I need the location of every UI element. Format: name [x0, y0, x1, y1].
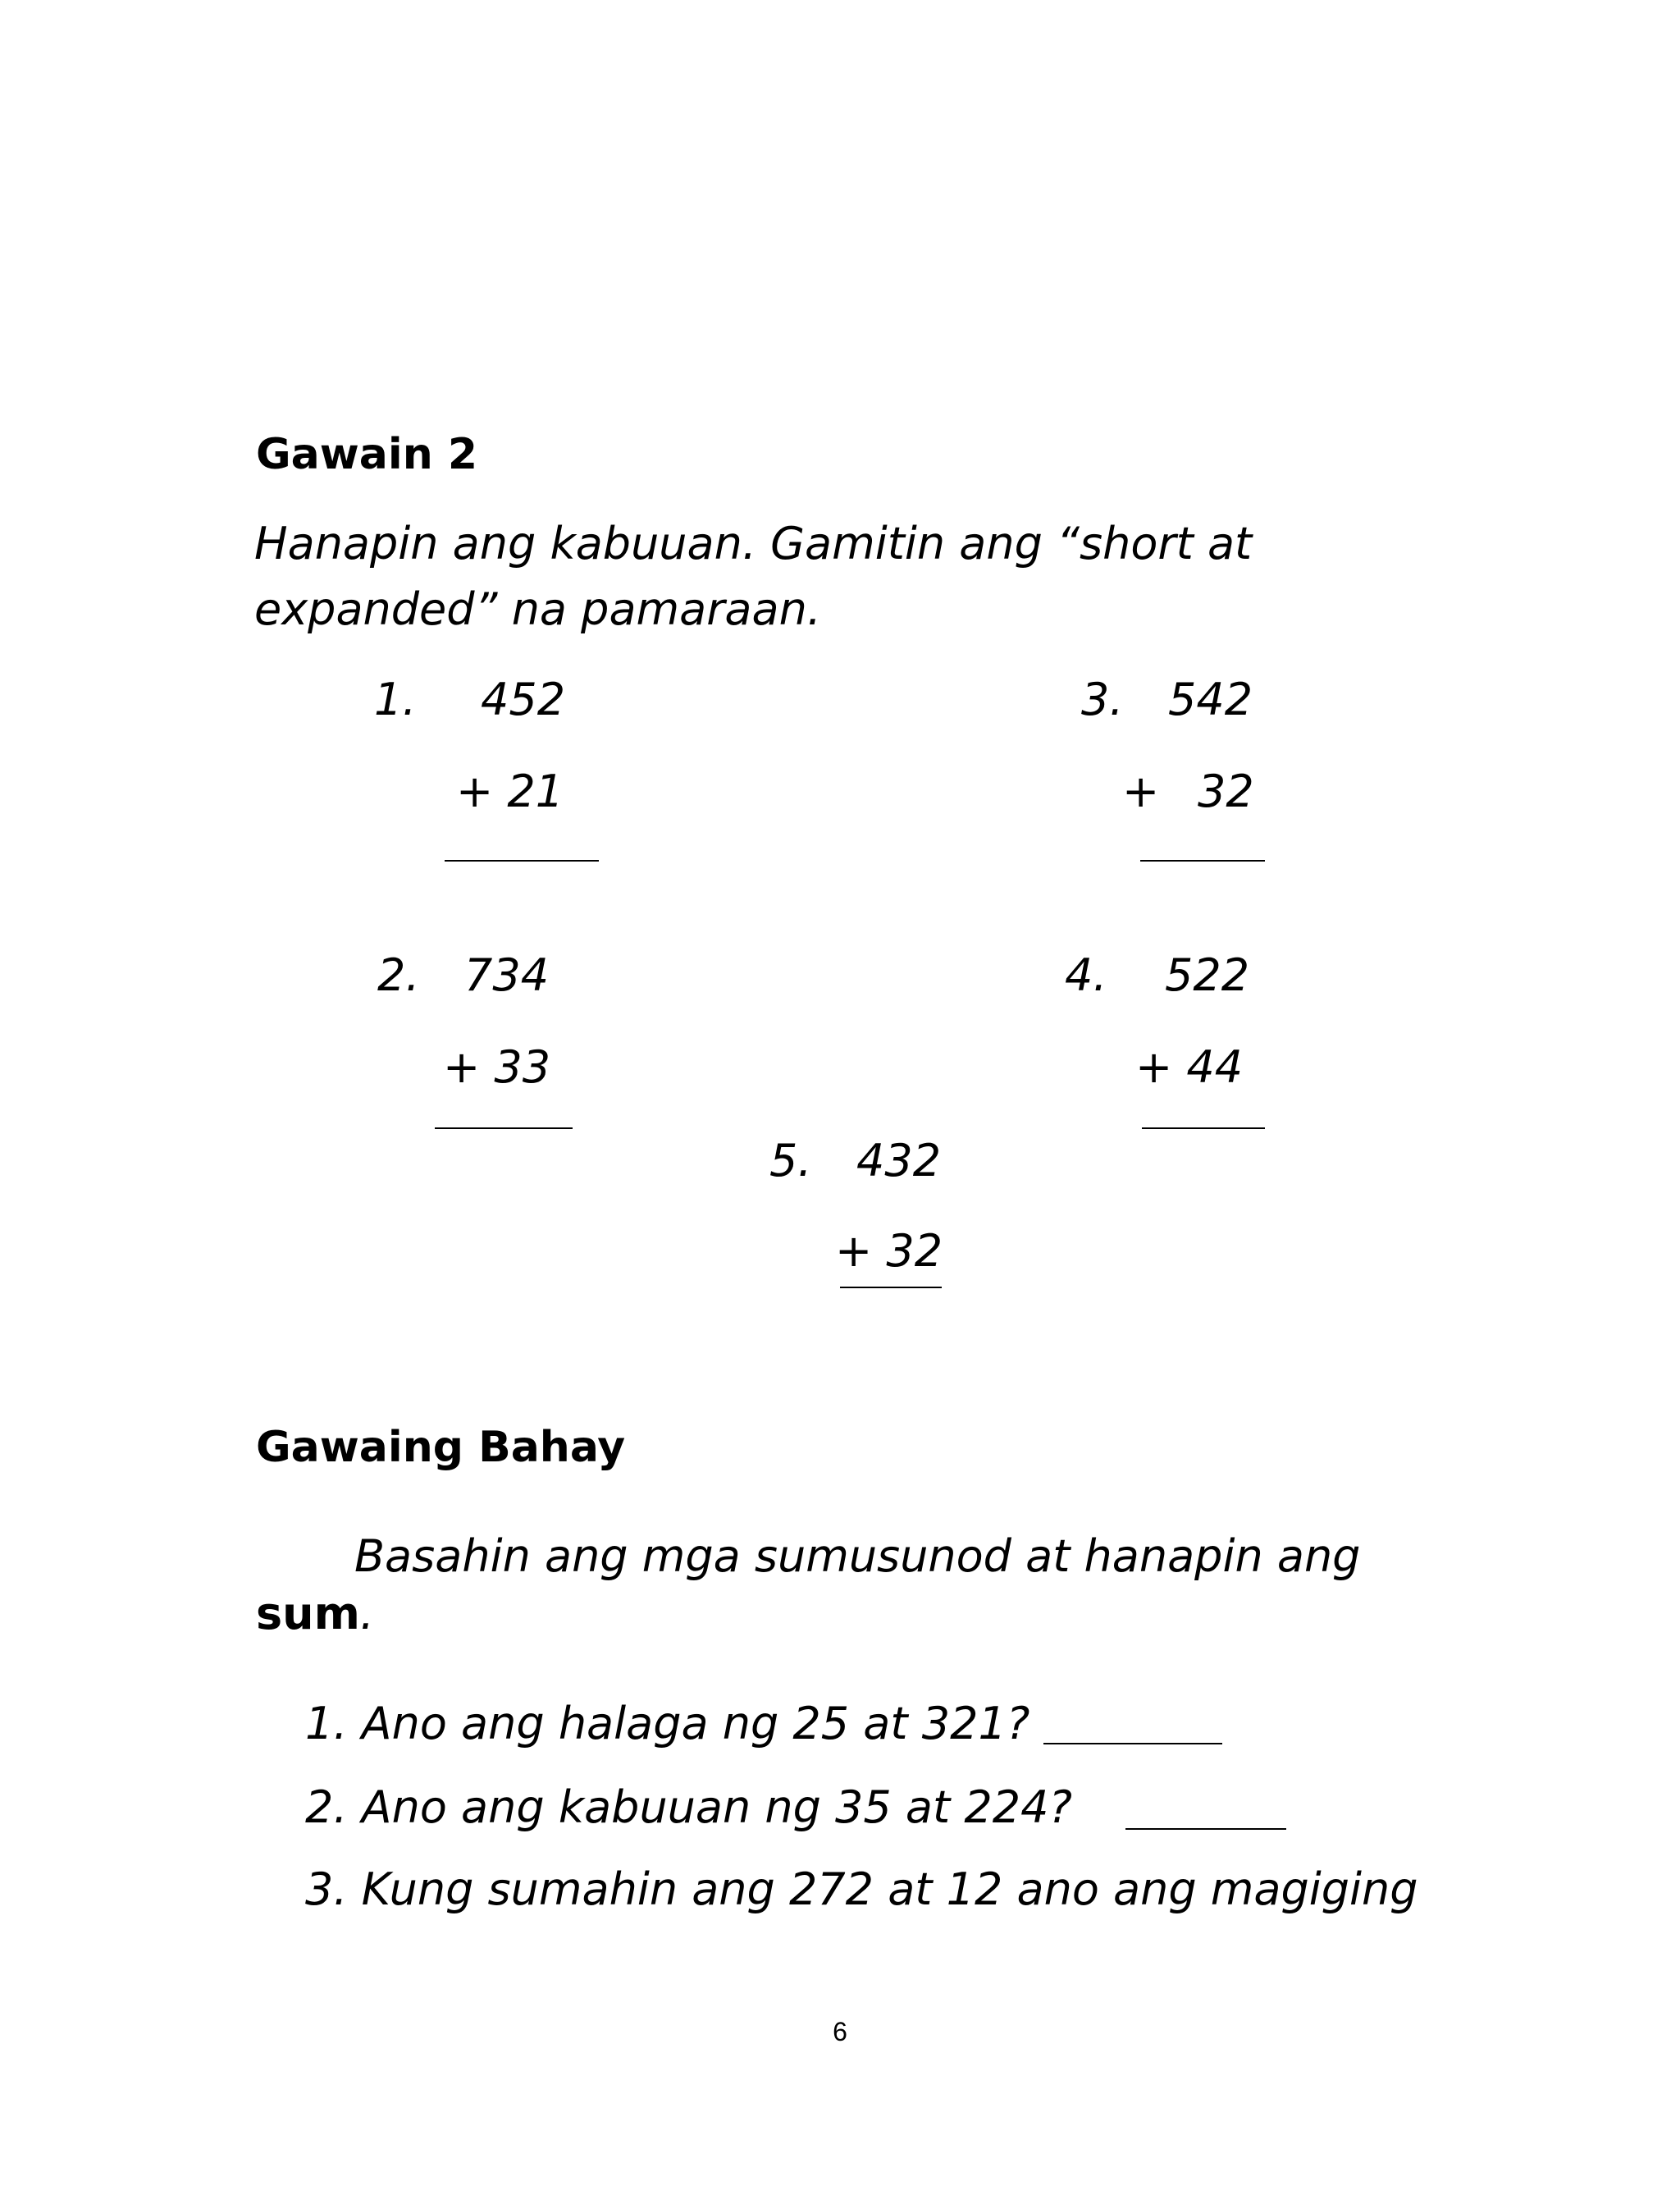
problem-4-number: 4.: [1065, 949, 1107, 1001]
problem-3-plus-sign: +: [1122, 766, 1160, 817]
problem-3-answer-line: [1140, 860, 1265, 862]
instruction-line-2: expanded” na pamaraan.: [254, 583, 822, 635]
problem-2-answer-line: [435, 1127, 573, 1129]
problem-1-number: 1.: [374, 674, 417, 725]
problem-1-top-number: 452: [481, 674, 566, 725]
homework-intro-line-1: Basahin ang mga sumusunod at hanapin ang: [354, 1530, 1361, 1582]
section-title-gawaing-bahay: Gawaing Bahay: [256, 1423, 626, 1472]
problem-3-top-number: 542: [1168, 674, 1253, 725]
question-2-answer-line: [1125, 1828, 1286, 1830]
page-number: 6: [833, 2017, 847, 2046]
section-title-gawain-2: Gawain 2: [256, 430, 478, 479]
problem-4-addend: + 44: [1135, 1041, 1244, 1093]
problem-2-top-number: 734: [464, 949, 550, 1001]
problem-2-number: 2.: [377, 949, 420, 1001]
instruction-line-1: Hanapin ang kabuuan. Gamitin ang “short at: [254, 518, 1253, 569]
question-3-text: 3. Kung sumahin ang 272 at 12 ano ang magiging: [305, 1863, 1418, 1915]
question-1-answer-line: [1043, 1743, 1222, 1744]
problem-1-answer-line: [445, 860, 599, 862]
homework-intro-line-2: [256, 1588, 375, 1639]
problem-5-top-number: 432: [856, 1135, 942, 1186]
problem-5-answer-line: [840, 1287, 942, 1288]
problem-3-number: 3.: [1081, 674, 1124, 725]
problem-1-addend: + 21: [456, 766, 564, 817]
sum-keyword: sum: [256, 1588, 360, 1639]
question-2-text: 2. Ano ang kabuuan ng 35 at 224?: [305, 1781, 1073, 1833]
problem-5-addend: + 32: [835, 1225, 943, 1277]
question-1-text: 1. Ano ang halaga ng 25 at 321?: [305, 1698, 1030, 1749]
intro-period: .: [359, 1588, 375, 1639]
problem-4-answer-line: [1142, 1127, 1265, 1129]
problem-4-top-number: 522: [1165, 949, 1250, 1001]
problem-3-addend: 32: [1198, 766, 1254, 817]
problem-5-number: 5.: [769, 1135, 812, 1186]
problem-2-addend: + 33: [443, 1041, 551, 1093]
